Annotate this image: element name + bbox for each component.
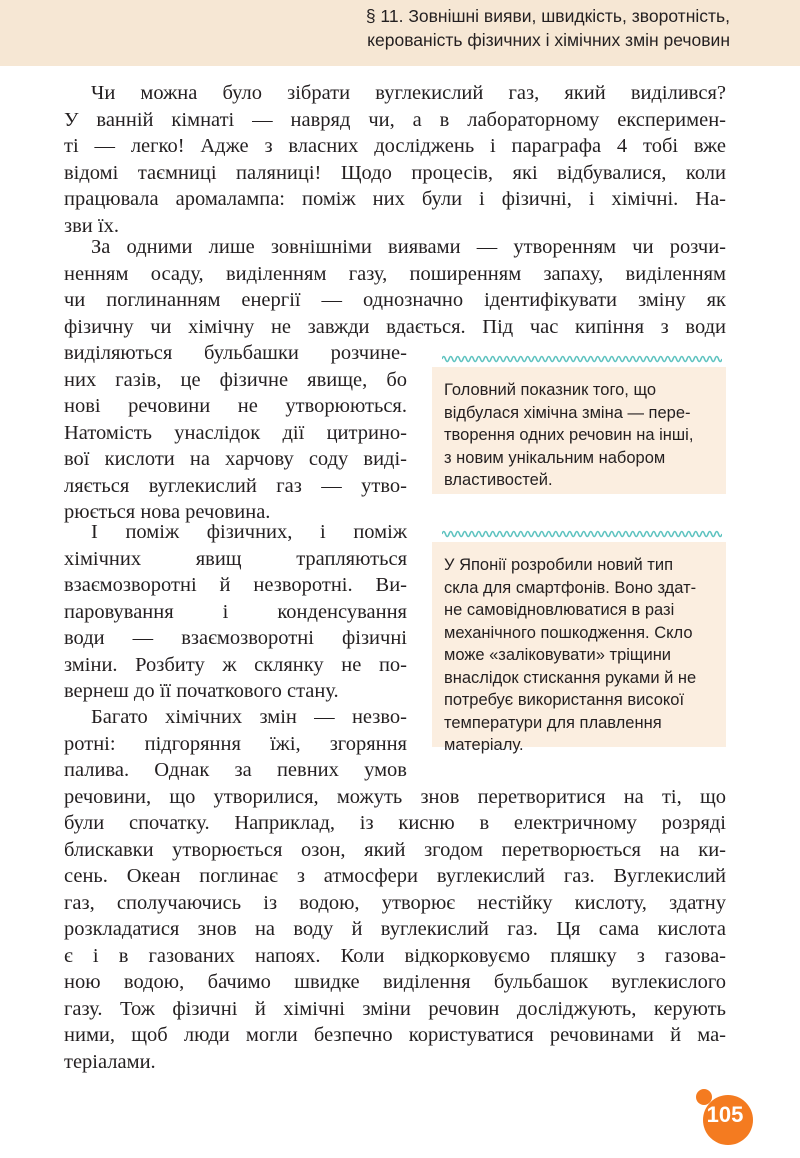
text-line: теріалами. <box>64 1050 156 1073</box>
section-title-line: керованість фізичних і хімічних змін речовин <box>367 30 730 50</box>
text-line: речовини, що утворилися, можуть знов перетворитися на ті, що <box>64 785 726 808</box>
text-line: Натомість унаслідок дії цитрино- <box>64 421 407 444</box>
text-line: відомі таємниці паляниці! Щодо процесів, які відбувалися, коли <box>64 161 726 184</box>
text-line: зви їх. <box>64 214 119 237</box>
section-title <box>366 4 730 52</box>
paragraph-1 <box>64 80 726 239</box>
text-line: фізичну чи хімічну не завжди вдається. Під час кипіння з води <box>64 315 726 338</box>
wave-line <box>442 357 722 362</box>
box-text-line: внаслідок стискання руками й не <box>444 668 697 687</box>
text-line: ною водою, бачимо швидке виділення бульбашок вуглекислого <box>64 971 726 993</box>
box-text-line: скла для смартфонів. Воно здат- <box>444 578 697 597</box>
text-line: ними, щоб люди могли безпечно користуватися речовинами й ма- <box>64 1024 726 1046</box>
key-fact-box <box>432 367 726 494</box>
box-text-line: У Японії розробили новий тип <box>444 556 674 574</box>
text-line: Чи можна було зібрати вуглекислий газ, який виділився? <box>91 82 726 104</box>
text-line: вої кислоти на харчову соду виді- <box>64 448 407 470</box>
text-line: сень. Океан поглинає з атмосфери вуглекислий газ. Вуглекислий <box>64 865 726 887</box>
text-line: є і в газованих напоях. Коли відкорковуємо пляшку з газова- <box>64 944 726 967</box>
box-text-line: Головний показник того, що <box>444 381 657 399</box>
text-line: Багато хімічних змін — незво- <box>91 706 407 728</box>
section-title-line: § 11. Зовнішні вияви, швидкість, зворотність, <box>365 6 730 26</box>
text-line: виділяються бульбашки розчине- <box>64 342 407 364</box>
text-line: були спочатку. Наприклад, із кисню в електричному розряді <box>64 812 726 834</box>
text-line: ненням осаду, виділенням газу, поширенням запаху, виділенням <box>64 262 726 285</box>
page-number: 105 <box>706 1102 744 1127</box>
text-line: газу. Тож фізичні й хімічні зміни речовин досліджують, керують <box>64 997 726 1020</box>
text-line: працювала аромалампа: поміж них були і фізичні, і хімічні. На- <box>64 188 726 210</box>
text-line: розкладатися знов на воду й вуглекислий газ. Ця сама кислота <box>64 918 726 940</box>
text-line: взаємозворотні й незворотні. Ви- <box>64 574 407 596</box>
text-line: палива. Однак за певних умов <box>64 759 407 781</box>
text-line: ротні: підгоряння їжі, згоряння <box>64 732 407 755</box>
text-line: чи поглинанням енергії — однозначно ідентифікувати зміну як <box>64 289 726 311</box>
box-text-line: матеріалу. <box>444 736 524 754</box>
box-text-line: властивостей. <box>444 471 553 489</box>
box-text-line: відбулася хімічна зміна — пере- <box>444 403 691 422</box>
box-text-line: механічного пошкодження. Скло <box>444 623 693 642</box>
text-line: хімічних явищ трапляються <box>64 547 407 570</box>
text-line: них газів, це фізичне явище, бо <box>64 368 407 391</box>
fun-fact-text <box>432 542 726 769</box>
text-line: За одними лише зовнішніми виявами — утворенням чи розчи- <box>91 236 726 258</box>
wave-divider <box>442 528 722 540</box>
box-text-line: не самовідновлюватися в разі <box>444 601 675 619</box>
text-line: газ, сполучаючись із водою, утворює нестійку кислоту, здатну <box>64 891 726 914</box>
text-line: рюється нова речовина. <box>64 501 271 523</box>
box-text-line: може «заліковувати» тріщини <box>444 646 672 664</box>
text-line: ті — легко! Адже з власних досліджень і параграфа 4 тобі вже <box>64 135 726 157</box>
text-line: нові речовини не утворюються. <box>64 395 407 417</box>
text-line: У ванній кімнаті — навряд чи, а в лабораторному експеримен- <box>64 108 726 131</box>
text-line: зміни. Розбиту ж склянку не по- <box>64 653 407 676</box>
box-text-line: творення одних речовин на інші, <box>444 426 694 444</box>
text-line: І поміж фізичних, і поміж <box>91 521 407 543</box>
box-text-line: температури для плавлення <box>444 713 662 732</box>
text-line: вернеш до її початкового стану. <box>64 680 339 702</box>
text-line: води — взаємозворотні фізичні <box>64 627 407 649</box>
paragraph-3 <box>64 519 407 705</box>
fun-fact-box <box>432 542 726 754</box>
wave-line <box>442 532 722 537</box>
box-text-line: з новим унікальним набором <box>444 448 666 467</box>
text-line: паровування і конденсування <box>64 600 407 623</box>
text-line: блискавки утворюється озон, який згодом перетворюється на ки- <box>64 838 726 861</box>
text-line: ляється вуглекислий газ — утво- <box>64 474 407 497</box>
box-text-line: потребує використання високої <box>444 691 685 709</box>
key-fact-text <box>432 367 726 504</box>
wave-divider <box>442 353 722 365</box>
